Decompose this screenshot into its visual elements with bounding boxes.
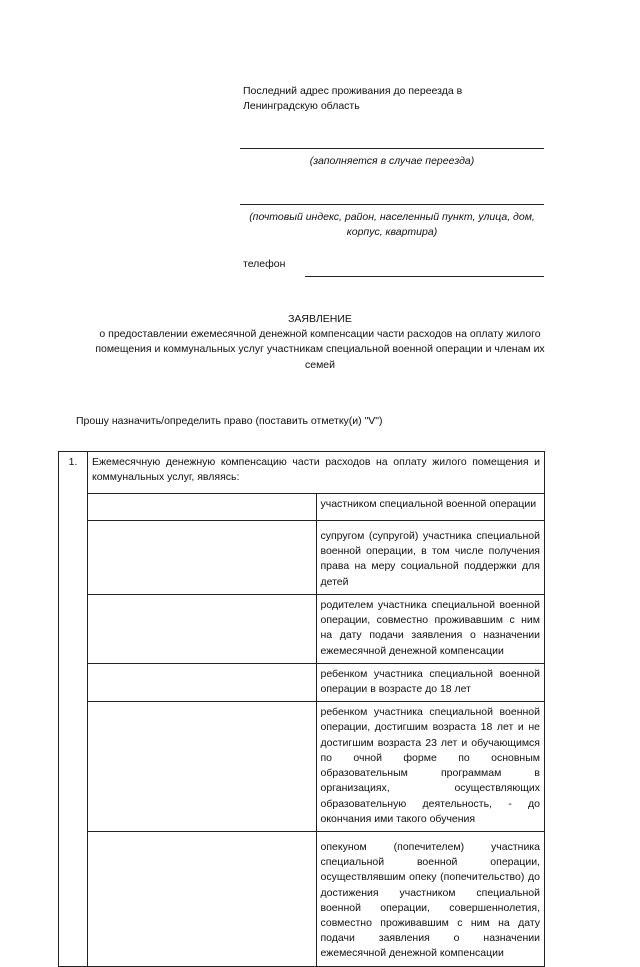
option-checkbox-1[interactable] (88, 494, 317, 521)
option-checkbox-3[interactable] (88, 594, 317, 663)
title-line2: помещения и коммунальных услуг участникам специальной военной операции и членам их (95, 343, 545, 356)
table-row (59, 663, 545, 701)
option-checkbox-4[interactable] (88, 663, 317, 701)
options-table (58, 451, 545, 967)
phone-label: телефон (243, 258, 286, 270)
title-line1: о предоставлении ежемесячной денежной компенсации части расходов на оплату жилого (99, 328, 541, 341)
option-text-6: опекуном (попечителем) участника специальной военной операции, осуществлявшим опеку (попечительство) до достижения участником специальной военной операции, совершеннолетия, совместно проживавшим с ним на дату подачи заявления о назначении ежемесячной денежной компенсации (316, 831, 545, 966)
table-row (59, 521, 545, 595)
move-note: (заполняется в случае переезда) (309, 155, 475, 167)
document-title (40, 312, 600, 373)
address-label (243, 84, 543, 114)
item-number: 1. (59, 452, 88, 494)
title-line3: семей (304, 358, 335, 371)
address-label-line2: Ленинградскую область (243, 100, 360, 113)
address-label-line1: Последний адрес проживания до переезда в (243, 85, 463, 97)
option-text-3: родителем участника специальной военной операции, совместно проживавшим с ним на дату подачи заявления о назначении ежемесячной денежной компенсации (316, 594, 545, 663)
table-row (59, 831, 545, 966)
address-hint-line2: корпус, квартира) (346, 226, 438, 239)
table-row (59, 494, 545, 521)
option-checkbox-5[interactable] (88, 702, 317, 832)
postal-address-field[interactable] (240, 204, 544, 205)
table-row (59, 702, 545, 832)
option-text-1: участником специальной военной операции (316, 494, 545, 521)
option-text-2: супругом (супругой) участника специальной военной операции, в том числе получения права на меру социальной поддержки для детей (316, 521, 545, 595)
table-row (59, 594, 545, 663)
option-text-5: ребенком участника специальной военной операции, достигшим возраста 18 лет и не достигшим возраста 23 лет и обучающимся по очной форме по основным образовательным программам в организациях, осуществляющих образовательную деятельность, - до окончания ими такого обучения (316, 702, 545, 832)
address-hint-line1: (почтовый индекс, район, населенный пункт, улица, дом, (249, 211, 535, 223)
table-row (59, 452, 545, 494)
option-text-4: ребенком участника специальной военной операции в возрасте до 18 лет (316, 663, 545, 701)
option-checkbox-2[interactable] (88, 521, 317, 595)
phone-field[interactable] (305, 276, 544, 277)
title-heading: ЗАЯВЛЕНИЕ (288, 313, 352, 325)
previous-address-field[interactable] (240, 148, 544, 149)
option-checkbox-6[interactable] (88, 831, 317, 966)
item-text: Ежемесячную денежную компенсацию части расходов на оплату жилого помещения и коммунальных услуг, являясь: (88, 452, 545, 494)
address-hint (240, 210, 544, 240)
request-text: Прошу назначить/определить право (поставить отметку(и) "V") (76, 415, 383, 427)
